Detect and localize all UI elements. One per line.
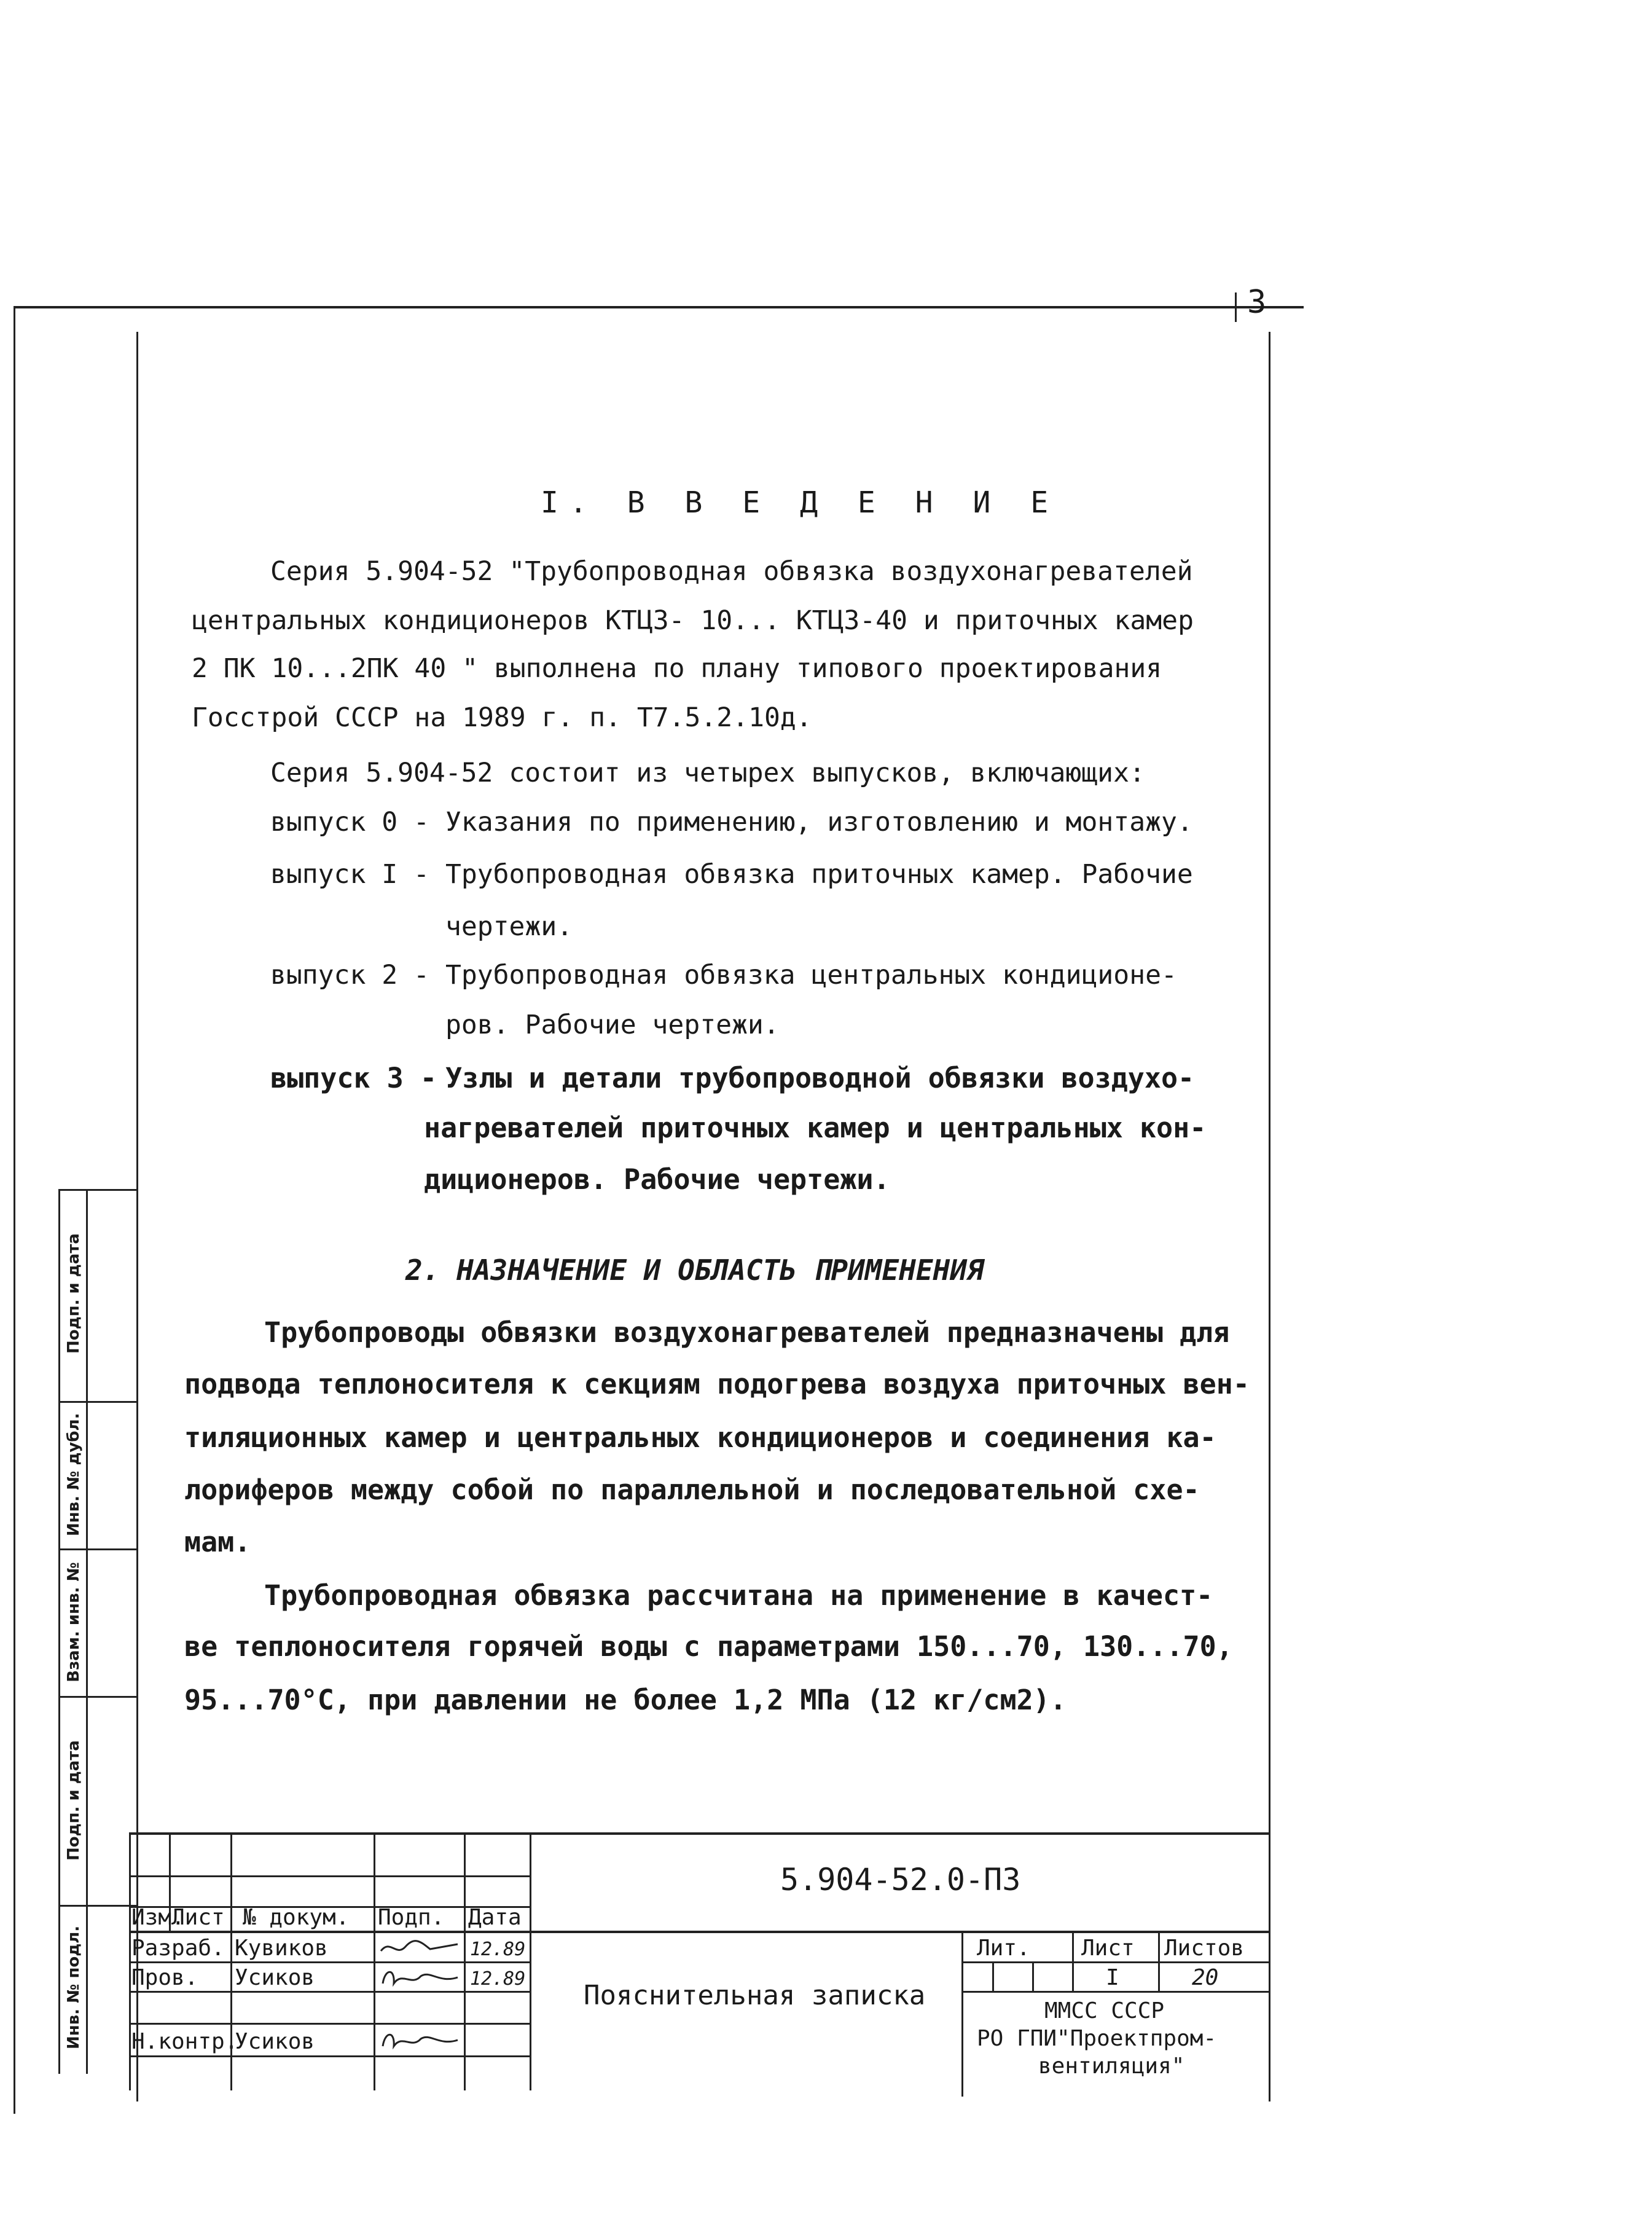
margin-label-vzam-inv: Взам. инв. № (65, 1562, 83, 1682)
stamp-hdr-dokum: № докум. (243, 1905, 350, 1930)
issue-3-label: выпуск 3 - (270, 1062, 437, 1094)
stamp-hdr-list: Лист (171, 1905, 225, 1930)
stamp-row-prov-role: Пров. (131, 1965, 198, 1990)
stamp-top-rule (129, 1832, 1270, 1835)
section2-para1-line3: тиляционных камер и центральных кондиционеров и соединения ка- (184, 1421, 1216, 1454)
margin-rule-2 (58, 1401, 138, 1403)
stamp-hdr-data: Дата (468, 1905, 522, 1930)
issue-0-line1: Указания по применению, изготовлению и монтажу. (445, 807, 1193, 838)
org-line-3: вентиляция" (1038, 2054, 1185, 2079)
section2-para1-line5: мам. (184, 1526, 251, 1558)
lit-label: Лит. (977, 1936, 1030, 1961)
margin-col-left (58, 1189, 60, 2074)
section2-para2-line2: ве теплоносителя горячей воды с параметрами 150...70, 130...70, (184, 1630, 1233, 1663)
frame-left (136, 332, 138, 2101)
issue-3-line2: нагревателей приточных камер и центральных кон- (424, 1112, 1207, 1144)
section1-para1-line1: Серия 5.904-52 "Трубопроводная обвязка воздухонагревателей (270, 556, 1193, 587)
issue-3-line3: диционеров. Рабочие чертежи. (424, 1163, 890, 1196)
issue-1-line1: Трубопроводная обвязка приточных камер. Рабочие (445, 859, 1193, 890)
stamp-hdr-izm: Изм. (131, 1905, 185, 1930)
right-block-row-1 (961, 1961, 1270, 1963)
stamp-row-empty (129, 2023, 531, 2025)
margin-rule-1 (58, 1189, 138, 1191)
stamp-row-nkontr (129, 2055, 531, 2057)
stamp-row-razrab-date: 12.89 (470, 1939, 526, 1960)
section2-para2-line1: Трубопроводная обвязка рассчитана на применение в качест- (264, 1579, 1213, 1612)
section2-para1-line1: Трубопроводы обвязки воздухонагревателей предназначены для (264, 1316, 1230, 1349)
section1-para1-line2: центральных кондиционеров КТЦЗ- 10... КТЦЗ-40 и приточных камер (192, 605, 1194, 636)
page-number-box-left (1235, 292, 1237, 322)
right-block-lit-sub2 (1032, 1961, 1034, 1992)
section2-para2-line3: 95...70°С, при давлении не более 1,2 МПа (12 кг/см2). (184, 1684, 1067, 1716)
issue-2-line1: Трубопроводная обвязка центральных кондиционе- (445, 960, 1177, 991)
stamp-row-razrab (129, 1961, 531, 1963)
section2-heading: 2. НАЗНАЧЕНИЕ И ОБЛАСТЬ ПРИМЕНЕНИЯ (405, 1254, 984, 1287)
section2-para1-line2: подвода теплоносителя к секциям подогрева воздуха приточных вен- (184, 1368, 1250, 1400)
margin-rule-5 (58, 1905, 138, 1907)
right-block-left (961, 1931, 963, 2097)
doc-title: Пояснительная записка (584, 1980, 926, 2011)
right-block-lit-sub1 (992, 1961, 994, 1992)
stamp-row-prov (129, 1991, 531, 1993)
signature-razrab (378, 1936, 461, 1960)
right-block-col-lit (1072, 1931, 1074, 1992)
page-number: 3 (1247, 284, 1267, 321)
sheets-label: Листов (1164, 1936, 1245, 1961)
issue-1-line2: чертежи. (445, 911, 573, 942)
doc-code: 5.904-52.0-ПЗ (780, 1862, 1021, 1897)
stamp-row-nkontr-name: Усиков (235, 2029, 315, 2054)
stamp-row-razrab-name: Кувиков (235, 1936, 328, 1961)
stamp-hdr-podp: Подп. (378, 1905, 445, 1930)
margin-label-podp-data-1: Подп. и дата (65, 1740, 83, 1861)
margin-label-inv-podl: Инв. № подл. (65, 1925, 83, 2049)
issue-3-line1: Узлы и детали трубопроводной обвязки воздухо- (445, 1062, 1195, 1094)
section1-heading: I. В В Е Д Е Н И Е (541, 485, 1060, 520)
sheet-label: Лист (1081, 1936, 1135, 1961)
sheets-value: 20 (1192, 1965, 1219, 1990)
margin-label-podp-data-2: Подп. и дата (65, 1233, 83, 1354)
section1-para1-line4: Госстрой СССР на 1989 г. п. Т7.5.2.10д. (192, 702, 812, 733)
stamp-row-1 (129, 1875, 531, 1877)
section1-para2-intro: Серия 5.904-52 состоит из четырех выпусков, включающих: (270, 758, 1145, 788)
stamp-row-prov-name: Усиков (235, 1965, 315, 1990)
margin-label-inv-dubl: Инв. № дубл. (65, 1413, 83, 1536)
right-block-col-list (1158, 1931, 1160, 1992)
issue-0-label: выпуск 0 - (270, 807, 429, 838)
issue-1-label: выпуск I - (270, 859, 429, 890)
sheet-value: I (1106, 1965, 1119, 1990)
issue-2-label: выпуск 2 - (270, 960, 429, 991)
signature-nkontr (378, 2028, 461, 2054)
margin-col-right (86, 1189, 88, 2074)
issue-2-line2: ров. Рабочие чертежи. (445, 1010, 780, 1040)
stamp-row-nkontr-role: Н.контр. (131, 2029, 238, 2054)
margin-rule-4 (58, 1696, 138, 1698)
org-line-1: ММСС СССР (1044, 1998, 1165, 2023)
margin-rule-3 (58, 1548, 138, 1550)
section1-para1-line3: 2 ПК 10...2ПК 40 " выполнена по плану типового проектирования (192, 653, 1162, 684)
stamp-row-razrab-role: Разраб. (131, 1936, 225, 1961)
outer-left-edge (14, 307, 15, 2114)
section2-para1-line4: лориферов между собой по параллельной и последовательной схе- (184, 1474, 1200, 1506)
stamp-row-header (129, 1931, 1270, 1933)
top-rule (14, 306, 1304, 308)
right-block-row-2 (961, 1991, 1270, 1993)
org-line-2: РО ГПИ"Проектпром- (977, 2026, 1217, 2051)
frame-right (1269, 332, 1270, 2101)
signature-prov (378, 1965, 461, 1991)
stamp-row-prov-date: 12.89 (470, 1968, 526, 1990)
